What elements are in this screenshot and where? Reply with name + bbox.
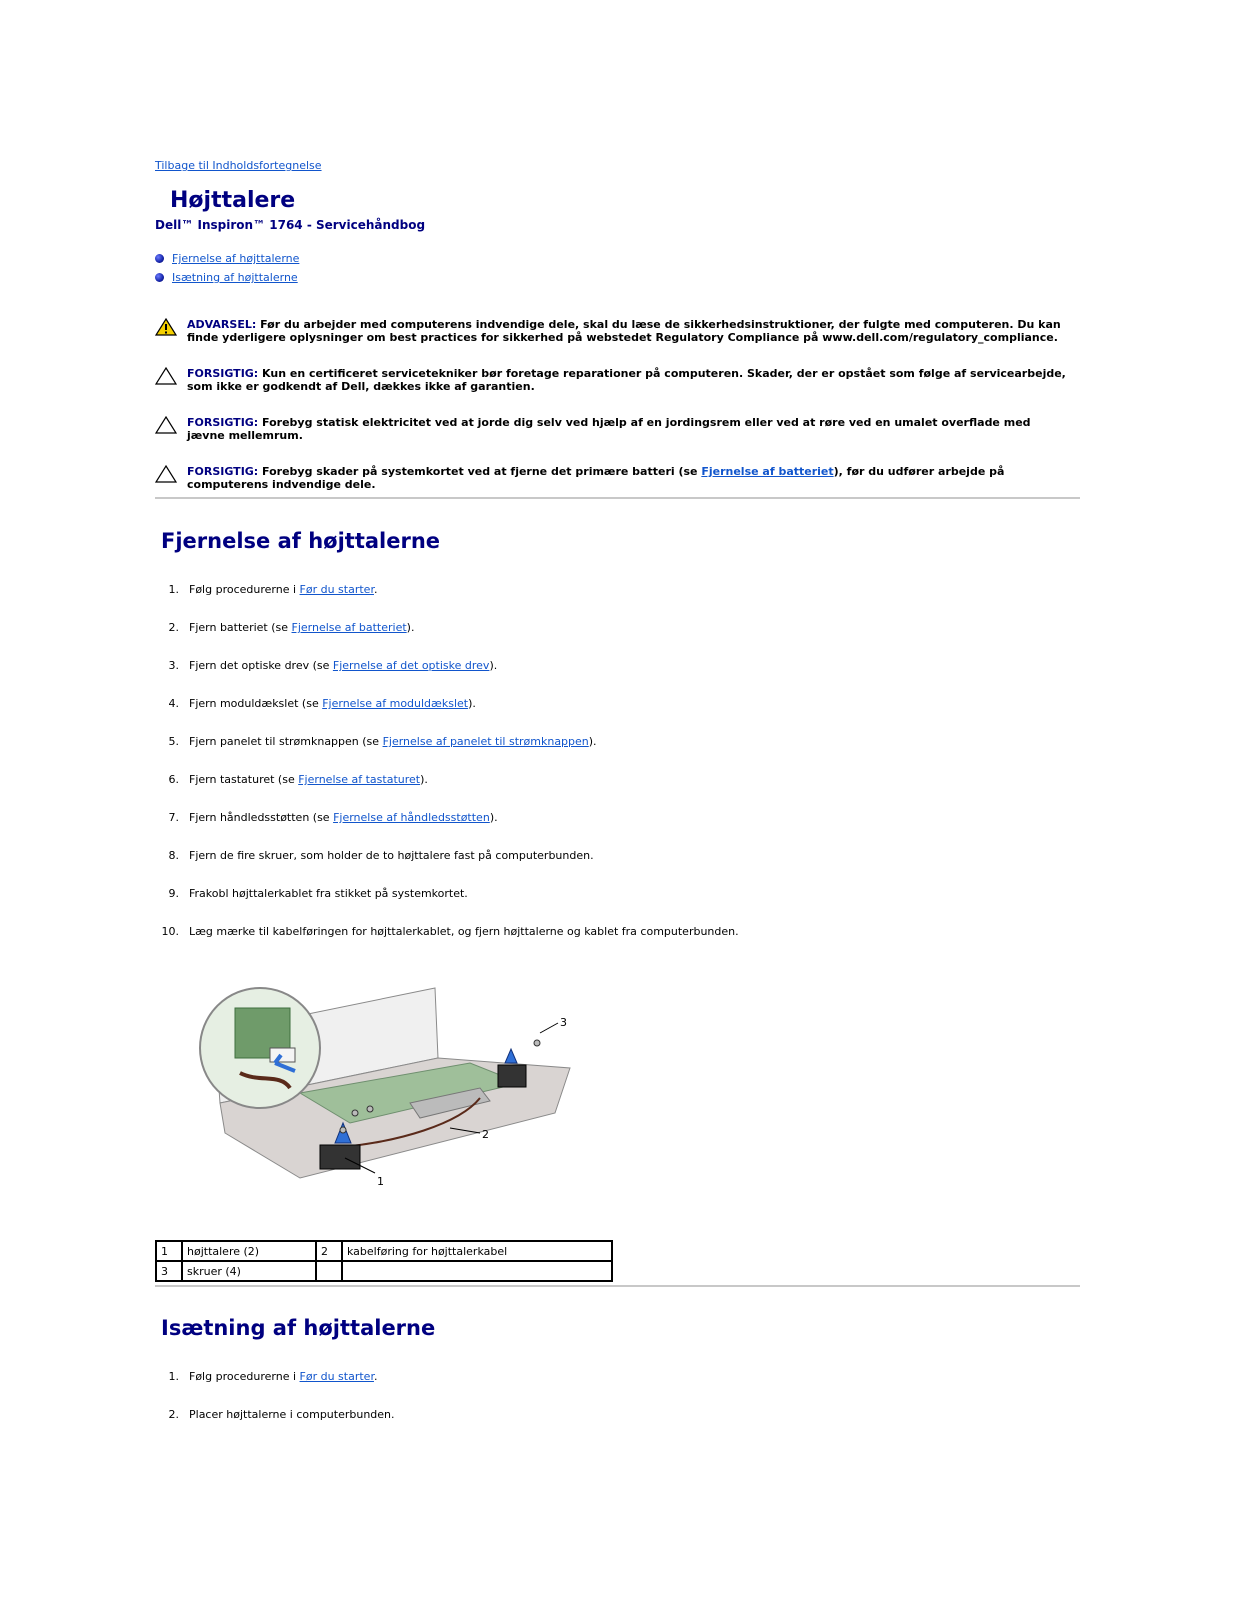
caution-notice bbox=[155, 367, 1075, 393]
step-text: ). bbox=[420, 773, 428, 786]
legend-label: skruer (4) bbox=[182, 1261, 316, 1281]
step-number: 9. bbox=[168, 887, 179, 900]
step-number: 2. bbox=[168, 1408, 179, 1421]
step-text: Placer højttalerne i computerbunden. bbox=[189, 1408, 395, 1421]
step-number: 1. bbox=[168, 1370, 179, 1383]
callout-label: 3 bbox=[560, 1016, 567, 1029]
notice-label: FORSIGTIG: bbox=[187, 367, 259, 380]
divider bbox=[155, 1285, 1080, 1287]
step-text: Fjern det optiske drev (se bbox=[189, 659, 333, 672]
toc-link-removal[interactable]: Fjernelse af højttalerne bbox=[172, 252, 300, 265]
step-number: 3. bbox=[168, 659, 179, 672]
callout-label: 2 bbox=[482, 1128, 489, 1141]
step-text: ). bbox=[489, 811, 498, 824]
step-item bbox=[155, 735, 597, 748]
step-link[interactable]: Fjernelse af moduldækslet bbox=[322, 697, 469, 710]
step-link[interactable]: Fjernelse af tastaturet bbox=[298, 773, 421, 786]
table-row bbox=[156, 1261, 612, 1281]
step-item bbox=[155, 583, 377, 596]
caution-notice bbox=[155, 416, 1075, 442]
step-text: Fjern de fire skruer, som holder de to højttalere fast på computerbunden. bbox=[189, 849, 594, 862]
bullet-icon bbox=[155, 254, 164, 263]
speaker-removal-figure bbox=[180, 973, 580, 1203]
notice-text: Forebyg statisk elektricitet ved at jorde dig selv ved hjælp af en jordingsrem eller ved at røre ved en umalet overflade med jævne mellemrum. bbox=[187, 416, 1031, 442]
step-number: 4. bbox=[168, 697, 179, 710]
step-item bbox=[155, 887, 468, 900]
step-text: ). bbox=[489, 659, 498, 672]
back-to-contents-link[interactable]: Tilbage til Indholdsfortegnelse bbox=[155, 159, 322, 172]
step-number: 5. bbox=[168, 735, 179, 748]
step-text: Fjern panelet til strømknappen (se bbox=[189, 735, 383, 748]
step-number: 2. bbox=[168, 621, 179, 634]
step-text: . bbox=[373, 583, 378, 596]
figure-legend-table bbox=[155, 1240, 613, 1282]
step-text: ). bbox=[406, 621, 415, 634]
toc-item bbox=[155, 249, 299, 268]
section-heading-removal: Fjernelse af højttalerne bbox=[161, 529, 441, 553]
step-item bbox=[155, 659, 497, 672]
step-number: 7. bbox=[168, 811, 179, 824]
step-text: Frakobl højttalerkablet fra stikket på systemkortet. bbox=[189, 887, 468, 900]
caution-notice bbox=[155, 465, 1075, 491]
step-item bbox=[155, 849, 594, 862]
divider bbox=[155, 497, 1080, 499]
notice-label: ADVARSEL: bbox=[187, 318, 257, 331]
battery-removal-link[interactable]: Fjernelse af batteriet bbox=[701, 465, 834, 478]
toc-item bbox=[155, 268, 299, 287]
step-text: Fjern håndledsstøtten (se bbox=[189, 811, 334, 824]
notice-label: FORSIGTIG: bbox=[187, 416, 259, 429]
step-text: Fjern batteriet (se bbox=[189, 621, 292, 634]
page-title: Højttalere bbox=[170, 188, 296, 213]
warning-notice bbox=[155, 318, 1075, 344]
notice-label: FORSIGTIG: bbox=[187, 465, 259, 478]
notice-text: Før du arbejder med computerens indvendige dele, skal du læse de sikkerhedsinstruktioner, der fulgte med computeren. Du kan finde yderligere oplysninger om best practices for sikkerhed på webstedet Regulatory Compliance på www.dell.com/regulatory_compliance. bbox=[187, 318, 1061, 344]
manual-subtitle: Dell™ Inspiron™ 1764 - Servicehåndbog bbox=[155, 218, 426, 232]
toc-list bbox=[155, 249, 299, 287]
step-text: Læg mærke til kabelføringen for højttalerkablet, og fjern højttalerne og kablet fra computerbunden. bbox=[189, 925, 739, 938]
step-item bbox=[155, 1370, 377, 1383]
step-link[interactable]: Fjernelse af panelet til strømknappen bbox=[382, 735, 589, 748]
caution-icon bbox=[155, 416, 177, 434]
legend-num: 3 bbox=[156, 1261, 182, 1281]
notice-text: ), før du udfører arbejde på computerens indvendige dele. bbox=[187, 465, 1005, 491]
step-text: ). bbox=[588, 735, 597, 748]
step-item bbox=[155, 697, 476, 710]
legend-label: kabelføring for højttalerkabel bbox=[342, 1241, 612, 1261]
step-link[interactable]: Fjernelse af batteriet bbox=[291, 621, 407, 634]
step-number: 8. bbox=[168, 849, 179, 862]
step-number: 6. bbox=[168, 773, 179, 786]
step-text: Følg procedurerne i bbox=[189, 583, 300, 596]
step-item bbox=[155, 925, 739, 938]
step-link[interactable]: Fjernelse af håndledsstøtten bbox=[333, 811, 490, 824]
notice-text: Kun en certificeret servicetekniker bør foretage reparationer på computeren. Skader, der er opstået som følge af servicearbejde, som ikke er godkendt af Dell, dækkes ikke af garantien. bbox=[187, 367, 1066, 393]
step-text: Følg procedurerne i bbox=[189, 1370, 300, 1383]
step-item bbox=[155, 773, 428, 786]
caution-icon bbox=[155, 367, 177, 385]
step-link[interactable]: Før du starter bbox=[299, 583, 374, 596]
legend-label bbox=[342, 1261, 612, 1281]
bullet-icon bbox=[155, 273, 164, 282]
legend-label: højttalere (2) bbox=[182, 1241, 316, 1261]
caution-icon bbox=[155, 465, 177, 483]
step-link[interactable]: Før du starter bbox=[299, 1370, 374, 1383]
laptop-base-illustration bbox=[180, 973, 580, 1203]
table-row bbox=[156, 1241, 612, 1261]
step-item bbox=[155, 1408, 395, 1421]
step-text: . bbox=[373, 1370, 378, 1383]
toc-link-install[interactable]: Isætning af højttalerne bbox=[172, 271, 298, 284]
step-link[interactable]: Fjernelse af det optiske drev bbox=[332, 659, 490, 672]
step-text: ). bbox=[468, 697, 476, 710]
legend-num bbox=[316, 1261, 342, 1281]
callout-label: 1 bbox=[377, 1175, 384, 1188]
section-heading-install: Isætning af højttalerne bbox=[161, 1316, 436, 1340]
notice-text: Forebyg skader på systemkortet ved at fjerne det primære batteri (se bbox=[258, 465, 702, 478]
step-item bbox=[155, 621, 414, 634]
step-number: 10. bbox=[161, 925, 179, 938]
step-text: Fjern moduldækslet (se bbox=[189, 697, 323, 710]
step-text: Fjern tastaturet (se bbox=[189, 773, 299, 786]
legend-num: 1 bbox=[156, 1241, 182, 1261]
warning-icon bbox=[155, 318, 177, 336]
legend-num: 2 bbox=[316, 1241, 342, 1261]
step-number: 1. bbox=[168, 583, 179, 596]
step-item bbox=[155, 811, 498, 824]
